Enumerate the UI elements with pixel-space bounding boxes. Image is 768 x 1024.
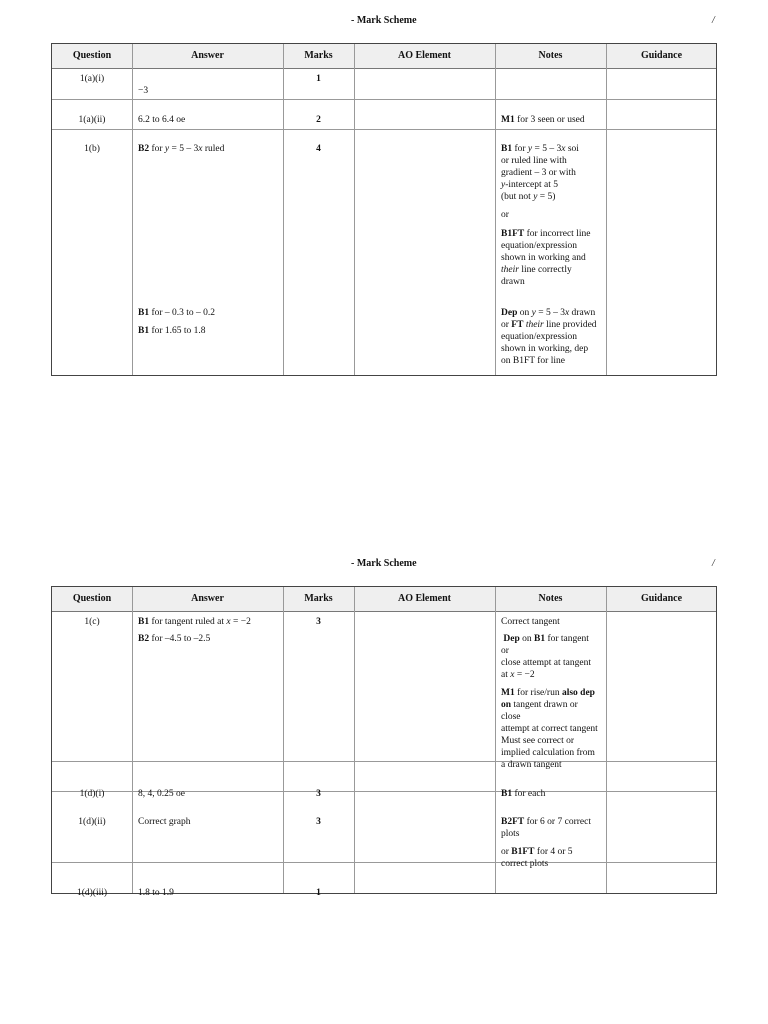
column-header-guidance: Guidance (640, 593, 683, 604)
notes-text: Correct tangent (501, 617, 560, 627)
answer-text: 6.2 to 6.4 oe (138, 115, 186, 125)
column-header-notes: Notes (538, 593, 563, 604)
notes-text: B1 for y = 5 – 3x soi or ruled line with gradient – 3 or with y-intercept at 5 (but not y = 5) (501, 144, 579, 202)
marks-value: 4 (316, 144, 321, 154)
column-divider (283, 587, 284, 893)
table-header-row (52, 44, 716, 69)
column-header-question: Question (72, 593, 112, 604)
notes-text: B2FT for 6 or 7 correct plots (501, 817, 591, 839)
column-divider (495, 587, 496, 893)
column-header-ao-element: AO Element (397, 593, 452, 604)
question-number: 1(c) (84, 617, 100, 627)
answer-text: B1 for – 0.3 to – 0.2 (138, 308, 216, 318)
answer-text: 1.8 to 1.9 (138, 888, 174, 898)
question-number: 1(d)(iii) (76, 888, 108, 898)
notes-text: or B1FT for 4 or 5 correct plots (501, 847, 573, 869)
column-header-answer: Answer (191, 593, 224, 604)
page-corner-mark: / (712, 15, 715, 26)
row-divider (52, 761, 716, 762)
question-number: 1(d)(i) (79, 789, 105, 799)
answer-text: B2 for y = 5 – 3x ruled (138, 144, 225, 154)
column-divider (283, 44, 284, 375)
row-divider (52, 129, 716, 130)
notes-text: B1FT for incorrect line equation/expression shown in working and their line correctly drawn (501, 229, 591, 287)
answer-text: 8, 4, 0.25 oe (138, 789, 185, 799)
marks-value: 2 (316, 115, 321, 125)
column-divider (354, 587, 355, 893)
column-header-marks: Marks (304, 593, 333, 604)
column-header-question: Question (72, 50, 112, 61)
mark-scheme-table (51, 43, 717, 376)
notes-text: Dep on y = 5 – 3x drawn or FT their line provided equation/expression shown in working, dep on B1FT for line (501, 308, 597, 366)
question-number: 1(a)(i) (79, 74, 105, 84)
marks-value: 1 (316, 74, 321, 84)
notes-text: Dep on B1 for tangent or close attempt at tangent at x = −2 (501, 634, 591, 680)
answer-text: B1 for tangent ruled at x = −2 (138, 617, 251, 627)
column-divider (132, 587, 133, 893)
column-header-marks: Marks (304, 50, 333, 61)
notes-text: M1 for rise/run also dep on tangent drawn or close attempt at correct tangent Must see correct or implied calculation from a drawn tangent (501, 688, 598, 770)
row-divider (52, 99, 716, 100)
answer-text: −3 (138, 86, 149, 96)
column-divider (606, 587, 607, 893)
answer-text: B1 for 1.65 to 1.8 (138, 326, 206, 336)
marks-value: 3 (316, 789, 321, 799)
column-divider (495, 44, 496, 375)
column-header-answer: Answer (191, 50, 224, 61)
page-header: - Mark Scheme (351, 15, 417, 26)
marks-value: 3 (316, 617, 321, 627)
mark-scheme-table (51, 586, 717, 898)
column-divider (132, 44, 133, 375)
row-divider (52, 862, 716, 863)
notes-text: B1 for each (501, 789, 546, 799)
marks-value: 1 (316, 888, 321, 898)
notes-text: or (501, 210, 509, 220)
page-header: - Mark Scheme (351, 558, 417, 569)
table-header-row (52, 587, 716, 612)
answer-text: Correct graph (138, 817, 191, 827)
page-corner-mark: / (712, 558, 715, 569)
column-divider (606, 44, 607, 375)
column-divider (354, 44, 355, 375)
question-number: 1(b) (84, 144, 100, 154)
column-header-ao-element: AO Element (397, 50, 452, 61)
notes-text: M1 for 3 seen or used (501, 115, 585, 125)
marks-value: 3 (316, 817, 321, 827)
answer-text: B2 for –4.5 to –2.5 (138, 634, 211, 644)
question-number: 1(a)(ii) (78, 115, 106, 125)
question-number: 1(d)(ii) (78, 817, 106, 827)
column-header-guidance: Guidance (640, 50, 683, 61)
column-header-notes: Notes (538, 50, 563, 61)
